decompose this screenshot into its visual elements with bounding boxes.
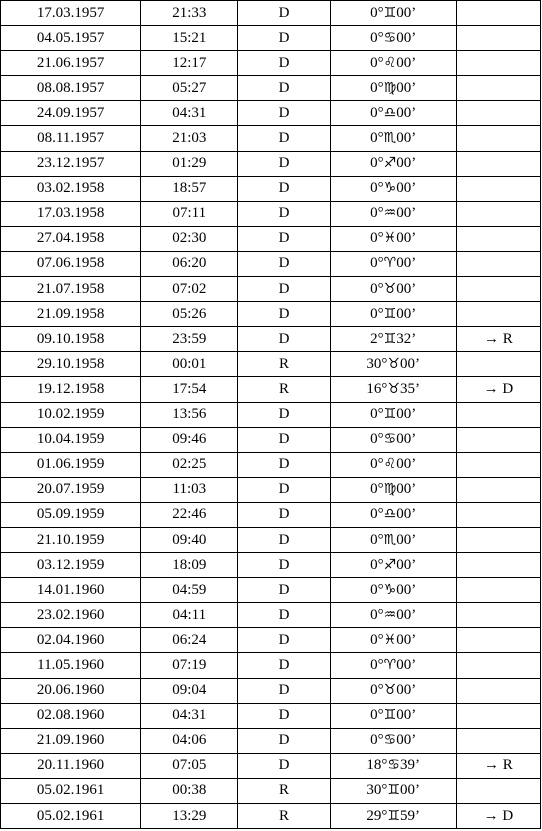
note-cell: [456, 76, 540, 101]
table-row: [1, 502, 541, 527]
table-row: [1, 778, 541, 803]
minute-value: 00’: [396, 631, 417, 648]
zodiac-sign-icon: ♊: [383, 4, 397, 21]
minute-value: 00’: [396, 682, 417, 699]
table-row: [1, 653, 541, 678]
degree-value: 0°: [370, 556, 384, 573]
minute-value: 00’: [396, 104, 417, 121]
time-cell: 07:19: [141, 653, 238, 678]
direction-cell: D: [238, 578, 330, 603]
zodiac-sign-icon: ♎: [383, 506, 397, 523]
direction-cell: D: [238, 753, 330, 778]
position-cell: [330, 201, 456, 226]
degree-value: 0°: [370, 656, 384, 673]
table-row: [1, 277, 541, 302]
date-cell: 01.06.1959: [1, 452, 141, 477]
direction-cell: D: [238, 527, 330, 552]
position-cell: [330, 603, 456, 628]
note-cell: [456, 151, 540, 176]
table-row: [1, 327, 541, 352]
direction-cell: R: [238, 377, 330, 402]
minute-value: 00’: [396, 155, 417, 172]
direction-cell: D: [238, 653, 330, 678]
time-cell: 11:03: [141, 477, 238, 502]
date-cell: 19.12.1958: [1, 377, 141, 402]
minute-value: 00’: [396, 205, 417, 222]
direction-cell: D: [238, 703, 330, 728]
zodiac-sign-icon: ♋: [383, 431, 397, 448]
table-row: [1, 703, 541, 728]
degree-value: 29°: [366, 807, 388, 824]
date-cell: 24.09.1957: [1, 101, 141, 126]
date-cell: 03.12.1959: [1, 553, 141, 578]
degree-value: 0°: [370, 581, 384, 598]
minute-value: 00’: [396, 79, 417, 96]
direction-cell: D: [238, 26, 330, 51]
time-cell: 01:29: [141, 151, 238, 176]
minute-value: 00’: [396, 732, 417, 749]
degree-value: 30°: [366, 782, 388, 799]
minute-value: 00’: [396, 606, 417, 623]
time-cell: 21:33: [141, 1, 238, 26]
zodiac-sign-icon: ♋: [387, 757, 400, 774]
direction-cell: D: [238, 1, 330, 26]
direction-cell: D: [238, 502, 330, 527]
table-row: [1, 603, 541, 628]
zodiac-sign-icon: ♊: [383, 707, 397, 724]
direction-cell: D: [238, 151, 330, 176]
date-cell: 21.10.1959: [1, 527, 141, 552]
table-row: [1, 76, 541, 101]
time-cell: 02:30: [141, 226, 238, 251]
date-cell: 20.07.1959: [1, 477, 141, 502]
zodiac-sign-icon: ♊: [383, 406, 397, 423]
time-cell: 09:40: [141, 527, 238, 552]
table-row: [1, 402, 541, 427]
position-cell: [330, 678, 456, 703]
degree-value: 0°: [370, 732, 384, 749]
note-cell: [456, 452, 540, 477]
zodiac-sign-icon: ♉: [383, 682, 397, 699]
time-cell: 06:24: [141, 628, 238, 653]
position-cell: [330, 51, 456, 76]
time-cell: 17:54: [141, 377, 238, 402]
table-row: [1, 728, 541, 753]
minute-value: 00’: [396, 280, 417, 297]
note-cell: [456, 126, 540, 151]
note-cell: [456, 427, 540, 452]
minute-value: 00’: [396, 255, 417, 272]
degree-value: 0°: [370, 506, 384, 523]
note-cell: [456, 1, 540, 26]
note-cell: [456, 277, 540, 302]
zodiac-sign-icon: ♋: [383, 29, 397, 46]
position-cell: [330, 477, 456, 502]
position-cell: [330, 553, 456, 578]
position-cell: [330, 151, 456, 176]
note-cell: [456, 603, 540, 628]
table-row: [1, 427, 541, 452]
zodiac-sign-icon: ♉: [387, 380, 400, 397]
position-cell: [330, 76, 456, 101]
date-cell: 07.06.1958: [1, 251, 141, 276]
date-cell: 27.04.1958: [1, 226, 141, 251]
minute-value: 00’: [399, 355, 420, 372]
direction-cell: D: [238, 51, 330, 76]
position-cell: [330, 502, 456, 527]
direction-cell: D: [238, 678, 330, 703]
time-cell: 06:20: [141, 251, 238, 276]
date-cell: 20.11.1960: [1, 753, 141, 778]
minute-value: 00’: [396, 531, 417, 548]
zodiac-sign-icon: ♊: [387, 782, 400, 799]
time-cell: 05:26: [141, 302, 238, 327]
direction-cell: D: [238, 126, 330, 151]
time-cell: 22:46: [141, 502, 238, 527]
note-cell: [456, 226, 540, 251]
zodiac-sign-icon: ♒: [383, 205, 397, 222]
direction-cell: D: [238, 251, 330, 276]
time-cell: 09:04: [141, 678, 238, 703]
position-cell: [330, 126, 456, 151]
note-cell: [456, 502, 540, 527]
minute-value: 00’: [396, 230, 417, 247]
zodiac-sign-icon: ♓: [383, 631, 397, 648]
position-cell: [330, 251, 456, 276]
direction-cell: R: [238, 778, 330, 803]
note-cell: → D: [456, 804, 540, 829]
direction-cell: R: [238, 352, 330, 377]
time-cell: 23:59: [141, 327, 238, 352]
table-row: [1, 553, 541, 578]
degree-value: 0°: [370, 230, 384, 247]
time-cell: 13:29: [141, 804, 238, 829]
degree-value: 0°: [370, 431, 384, 448]
direction-cell: D: [238, 553, 330, 578]
minute-value: 00’: [396, 481, 417, 498]
table-row: [1, 477, 541, 502]
zodiac-sign-icon: ♊: [387, 807, 400, 824]
degree-value: 0°: [370, 481, 384, 498]
minute-value: 00’: [396, 556, 417, 573]
date-cell: 29.10.1958: [1, 352, 141, 377]
date-cell: 14.01.1960: [1, 578, 141, 603]
date-cell: 10.02.1959: [1, 402, 141, 427]
degree-value: 0°: [370, 280, 384, 297]
note-cell: [456, 176, 540, 201]
time-cell: 04:06: [141, 728, 238, 753]
date-cell: 17.03.1958: [1, 201, 141, 226]
degree-value: 0°: [370, 54, 384, 71]
zodiac-sign-icon: ♊: [383, 330, 397, 347]
minute-value: 00’: [396, 54, 417, 71]
zodiac-sign-icon: ♒: [383, 606, 397, 623]
direction-cell: D: [238, 603, 330, 628]
note-cell: [456, 653, 540, 678]
direction-cell: R: [238, 804, 330, 829]
time-cell: 07:05: [141, 753, 238, 778]
date-cell: 08.11.1957: [1, 126, 141, 151]
time-cell: 04:11: [141, 603, 238, 628]
time-cell: 04:31: [141, 703, 238, 728]
degree-value: 0°: [370, 305, 384, 322]
table-row: [1, 352, 541, 377]
position-cell: [330, 176, 456, 201]
degree-value: 0°: [370, 456, 384, 473]
minute-value: 00’: [396, 305, 417, 322]
time-cell: 05:27: [141, 76, 238, 101]
table-row: [1, 201, 541, 226]
note-cell: [456, 352, 540, 377]
note-cell: [456, 51, 540, 76]
time-cell: 18:09: [141, 553, 238, 578]
date-cell: 21.09.1958: [1, 302, 141, 327]
zodiac-sign-icon: ♋: [383, 732, 397, 749]
table-row: [1, 51, 541, 76]
date-cell: 21.06.1957: [1, 51, 141, 76]
degree-value: 0°: [370, 180, 384, 197]
table-row: [1, 176, 541, 201]
degree-value: 18°: [366, 757, 388, 774]
zodiac-sign-icon: ♌: [383, 54, 397, 71]
time-cell: 02:25: [141, 452, 238, 477]
degree-value: 0°: [370, 29, 384, 46]
date-cell: 02.08.1960: [1, 703, 141, 728]
minute-value: 00’: [396, 581, 417, 598]
date-cell: 02.04.1960: [1, 628, 141, 653]
time-cell: 15:21: [141, 26, 238, 51]
time-cell: 09:46: [141, 427, 238, 452]
date-cell: 23.02.1960: [1, 603, 141, 628]
zodiac-sign-icon: ♐: [383, 155, 397, 172]
position-cell: [330, 327, 456, 352]
note-cell: [456, 201, 540, 226]
degree-value: 30°: [366, 355, 388, 372]
zodiac-sign-icon: ♍: [383, 481, 397, 498]
minute-value: 00’: [396, 506, 417, 523]
degree-value: 0°: [370, 606, 384, 623]
note-cell: [456, 402, 540, 427]
minute-value: 00’: [399, 782, 420, 799]
date-cell: 04.05.1957: [1, 26, 141, 51]
degree-value: 0°: [370, 531, 384, 548]
position-cell: [330, 352, 456, 377]
table-row: [1, 377, 541, 402]
minute-value: 00’: [396, 406, 417, 423]
zodiac-sign-icon: ♌: [383, 456, 397, 473]
direction-cell: D: [238, 101, 330, 126]
time-cell: 21:03: [141, 126, 238, 151]
degree-value: 0°: [370, 707, 384, 724]
degree-value: 0°: [370, 406, 384, 423]
direction-cell: D: [238, 402, 330, 427]
direction-cell: D: [238, 277, 330, 302]
minute-value: 00’: [396, 4, 417, 21]
date-cell: 09.10.1958: [1, 327, 141, 352]
zodiac-sign-icon: ♑: [383, 180, 397, 197]
direction-cell: D: [238, 477, 330, 502]
table-row: [1, 151, 541, 176]
time-cell: 18:57: [141, 176, 238, 201]
note-cell: [456, 101, 540, 126]
position-cell: [330, 26, 456, 51]
table-row: [1, 26, 541, 51]
table-row: [1, 628, 541, 653]
degree-value: 0°: [370, 631, 384, 648]
position-cell: [330, 527, 456, 552]
position-cell: [330, 277, 456, 302]
position-cell: [330, 653, 456, 678]
position-cell: [330, 778, 456, 803]
degree-value: 0°: [370, 79, 384, 96]
note-cell: [456, 728, 540, 753]
note-cell: [456, 477, 540, 502]
zodiac-sign-icon: ♐: [383, 556, 397, 573]
time-cell: 04:59: [141, 578, 238, 603]
minute-value: 00’: [396, 180, 417, 197]
position-cell: [330, 728, 456, 753]
direction-cell: D: [238, 176, 330, 201]
date-cell: 03.02.1958: [1, 176, 141, 201]
table-row: [1, 804, 541, 829]
date-cell: 17.03.1957: [1, 1, 141, 26]
direction-cell: D: [238, 76, 330, 101]
minute-value: 00’: [396, 431, 417, 448]
table-row: [1, 1, 541, 26]
table-row: [1, 251, 541, 276]
direction-cell: D: [238, 302, 330, 327]
position-cell: [330, 402, 456, 427]
position-cell: [330, 427, 456, 452]
minute-value: 35’: [399, 380, 420, 397]
time-cell: 00:38: [141, 778, 238, 803]
note-cell: [456, 26, 540, 51]
note-cell: [456, 778, 540, 803]
time-cell: 00:01: [141, 352, 238, 377]
zodiac-sign-icon: ♉: [387, 355, 400, 372]
minute-value: 00’: [396, 456, 417, 473]
degree-value: 2°: [370, 330, 384, 347]
zodiac-sign-icon: ♈: [383, 656, 397, 673]
minute-value: 59’: [399, 807, 420, 824]
position-cell: [330, 226, 456, 251]
position-cell: [330, 302, 456, 327]
direction-cell: D: [238, 427, 330, 452]
note-cell: [456, 527, 540, 552]
direction-cell: D: [238, 728, 330, 753]
position-cell: [330, 703, 456, 728]
zodiac-sign-icon: ♓: [383, 230, 397, 247]
table-row: [1, 578, 541, 603]
time-cell: 12:17: [141, 51, 238, 76]
minute-value: 00’: [396, 29, 417, 46]
direction-cell: D: [238, 201, 330, 226]
table-row: [1, 452, 541, 477]
note-cell: → R: [456, 753, 540, 778]
table-row: [1, 101, 541, 126]
table-row: [1, 226, 541, 251]
date-cell: 05.09.1959: [1, 502, 141, 527]
zodiac-sign-icon: ♊: [383, 305, 397, 322]
date-cell: 11.05.1960: [1, 653, 141, 678]
time-cell: 07:02: [141, 277, 238, 302]
time-cell: 07:11: [141, 201, 238, 226]
degree-value: 0°: [370, 682, 384, 699]
date-cell: 21.09.1960: [1, 728, 141, 753]
minute-value: 00’: [396, 656, 417, 673]
degree-value: 0°: [370, 130, 384, 147]
position-cell: [330, 377, 456, 402]
note-cell: [456, 678, 540, 703]
note-cell: → R: [456, 327, 540, 352]
direction-cell: D: [238, 628, 330, 653]
table-row: [1, 126, 541, 151]
ephemeris-table-body: [1, 1, 541, 829]
degree-value: 0°: [370, 255, 384, 272]
zodiac-sign-icon: ♎: [383, 104, 397, 121]
date-cell: 21.07.1958: [1, 277, 141, 302]
degree-value: 0°: [370, 155, 384, 172]
position-cell: [330, 628, 456, 653]
note-cell: → D: [456, 377, 540, 402]
note-cell: [456, 302, 540, 327]
date-cell: 08.08.1957: [1, 76, 141, 101]
direction-cell: D: [238, 452, 330, 477]
zodiac-sign-icon: ♏: [383, 130, 397, 147]
note-cell: [456, 703, 540, 728]
time-cell: 04:31: [141, 101, 238, 126]
note-cell: [456, 628, 540, 653]
minute-value: 39’: [399, 757, 420, 774]
position-cell: [330, 753, 456, 778]
table-row: [1, 302, 541, 327]
zodiac-sign-icon: ♉: [383, 280, 397, 297]
position-cell: [330, 101, 456, 126]
position-cell: [330, 452, 456, 477]
table-row: [1, 678, 541, 703]
degree-value: 0°: [370, 205, 384, 222]
date-cell: 10.04.1959: [1, 427, 141, 452]
note-cell: [456, 578, 540, 603]
position-cell: [330, 1, 456, 26]
degree-value: 16°: [366, 380, 388, 397]
table-row: [1, 753, 541, 778]
date-cell: 05.02.1961: [1, 804, 141, 829]
position-cell: [330, 578, 456, 603]
zodiac-sign-icon: ♏: [383, 531, 397, 548]
degree-value: 0°: [370, 104, 384, 121]
zodiac-sign-icon: ♈: [383, 255, 397, 272]
time-cell: 13:56: [141, 402, 238, 427]
date-cell: 20.06.1960: [1, 678, 141, 703]
note-cell: [456, 553, 540, 578]
zodiac-sign-icon: ♍: [383, 79, 397, 96]
minute-value: 00’: [396, 707, 417, 724]
degree-value: 0°: [370, 4, 384, 21]
zodiac-sign-icon: ♑: [383, 581, 397, 598]
note-cell: [456, 251, 540, 276]
table-row: [1, 527, 541, 552]
date-cell: 23.12.1957: [1, 151, 141, 176]
minute-value: 00’: [396, 130, 417, 147]
date-cell: 05.02.1961: [1, 778, 141, 803]
direction-cell: D: [238, 327, 330, 352]
position-cell: [330, 804, 456, 829]
minute-value: 32’: [396, 330, 417, 347]
direction-cell: D: [238, 226, 330, 251]
